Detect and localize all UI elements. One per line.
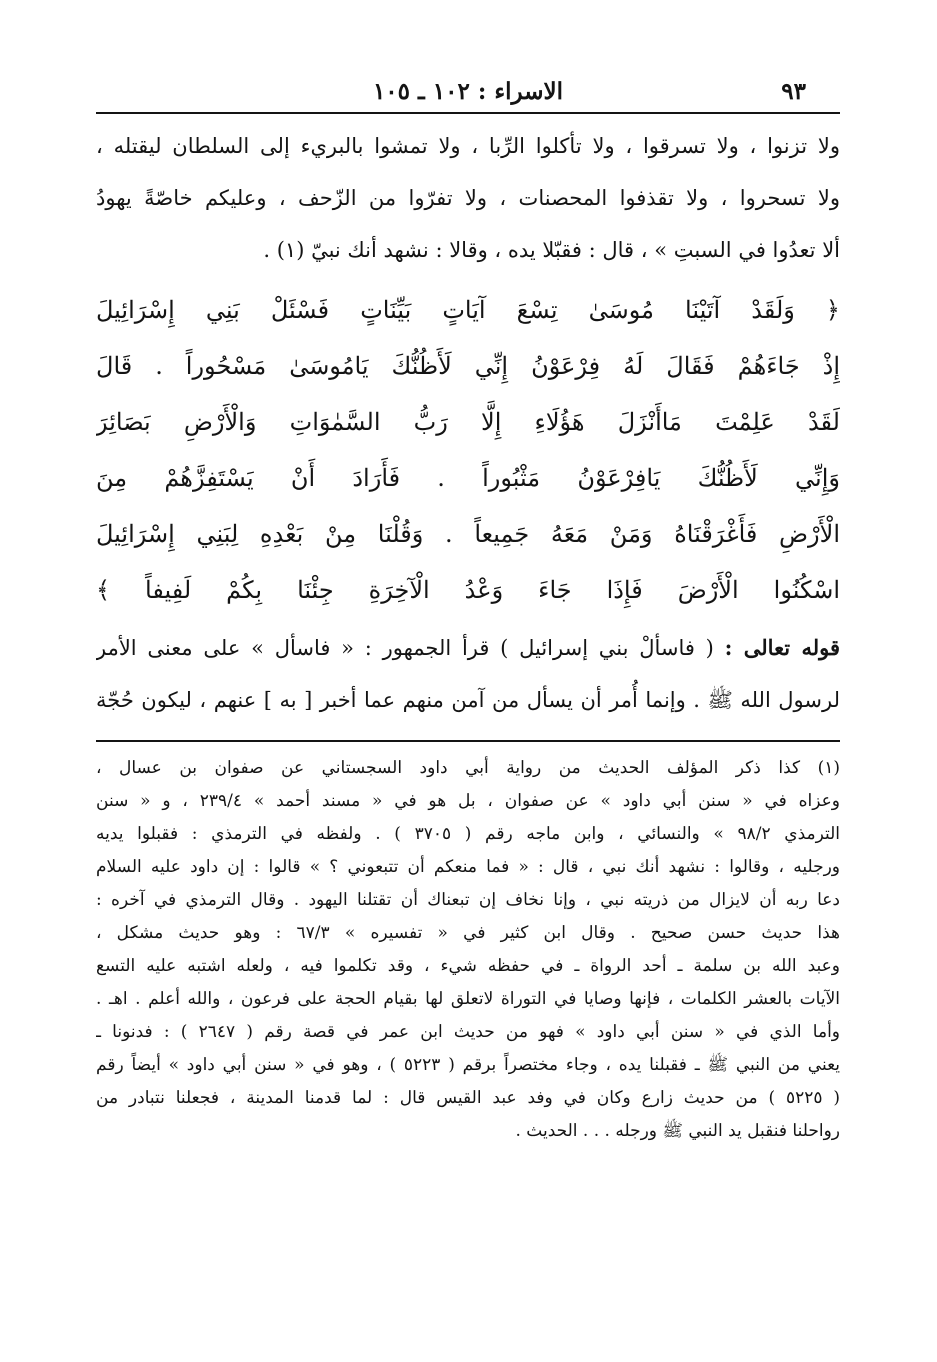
verse-line: الْأَرْضِ فَأَغْرَقْنَاهُ وَمَنْ مَعَهُ جَمِيعاً . وَقُلْنَا مِنْ بَعْدِهِ لِبَنِي إِسْرَائِيلَ [96,520,840,548]
footnote-line: الآيات بالعشر الكلمات ، فإنها وصايا في التوراة لاتعلق لها بقيام الحجة على فرعون ، والله أعلم . اهـ . [96,989,840,1009]
verse-line: ﴿ وَلَقَدْ آتَيْنَا مُوسَىٰ تِسْعَ آيَاتٍ بَيِّنَاتٍ فَسْئَلْ بَنِي إِسْرَائِيلَ [96,296,840,324]
footnote-line: ( ٥٢٢٥ ) من حديث زارع وكان في وفد عبد القيس قال : لما قدمنا المدينة ، فجعلنا نتبادر من [96,1088,840,1108]
verse-line: لَقَدْ عَلِمْتَ مَاأَنْزَلَ هَؤُلَاءِ إِلَّا رَبُّ السَّمٰوَاتِ وَالْأَرْضِ بَصَائِرَ [96,408,840,436]
body-line: ألا تعدُوا في السبتِ » ، قال : فقبّلا يده ، وقالا : نشهد أنك نبيّ (١) . [263,238,840,262]
verse-line: اسْكُنُوا الْأَرْضَ فَإِذَا جَاءَ وَعْدُ الْآخِرَةِ جِئْنَا بِكُمْ لَفِيفاً ﴾ [96,576,840,604]
commentary-text: ( فاسألْ بني إسرائيل ) قرأ الجمهور : « فاسأل » على معنى الأمر [96,636,714,660]
footnote-line: وعزاه في « سنن أبي داود » عن صفوان ، بل هو في « مسند أحمد » ٢٣٩/٤ ، و « سنن [96,791,840,811]
page [96,72,840,1148]
footnote-line: الترمذي ٩٨/٢ » والنسائي ، وابن ماجه رقم ( ٣٧٠٥ ) . ولفظه في الترمذي : فقبلوا يديه [96,824,840,844]
footnote-line: دعا ربه أن لايزال من ذريته نبي ، وإنا نخاف إن تبعناك أن تقتلنا اليهود . وقال الترمذي في آخره : [96,890,840,910]
page-number: ٩٣ [781,78,806,105]
commentary-line [96,622,840,674]
body-text [96,120,840,276]
commentary-line: لرسول الله ﷺ . وإنما أُمر أن يسأل من آمن منهم عما أخبر [ به ] عنهم ، ليكون حُجّة [96,688,840,712]
footnote-line: يعني من النبي ﷺ ـ فقبلنا يده ، وجاء مختصراً برقم ( ٥٢٢٣ ) ، وهو في « سنن أبي داود » أيضاً رقم [96,1055,840,1075]
verse-line: إِذْ جَاءَهُمْ فَقَالَ لَهُ فِرْعَوْنُ إِنِّي لَأَظُنُّكَ يَامُوسَىٰ مَسْحُوراً . قَالَ [96,352,840,380]
body-line: ولا تسحروا ، ولا تقذفوا المحصنات ، ولا تفرّوا من الزّحف ، وعليكم خاصّةً يهودُ [96,186,840,210]
commentary-lead: قوله تعالى : [724,635,840,660]
footnote-line: ورجليه ، وقالوا : نشهد أنك نبي ، قال : « فما منعكم أن تتبعوني ؟ » قالوا : إن داود عليه السلام [96,857,840,877]
footnote-line: هذا حديث حسن صحيح . وقال ابن كثير في « تفسيره » ٦٧/٣ : وهو حديث مشكل ، [96,923,840,943]
page-header [96,72,840,114]
footnote-line: وأما الذي في « سنن أبي داود » فهو من حديث ابن عمر في قصة رقم ( ٢٦٤٧ ) : فدنونا ـ [96,1022,840,1042]
body-line: ولا تزنوا ، ولا تسرقوا ، ولا تأكلوا الرِّبا ، ولا تمشوا بالبريء إلى السلطان ليقتله ، [96,134,840,158]
footnote-divider [96,740,840,742]
footnote-line: وعبد الله بن سلمة ـ أحد الرواة ـ في حفظه شيء ، وقد تكلموا فيه ، ولعله اشتبه عليه التسع [96,956,840,976]
quran-verse [96,282,840,618]
commentary [96,622,840,726]
footnotes [96,752,840,1148]
footnote-line: رواحلنا فنقبل يد النبي ﷺ ورجله . . . الحديث . [515,1121,840,1141]
footnote-line: (١) كذا ذكر المؤلف الحديث من رواية أبي داود السجستاني عن صفوان بن عسال ، [96,758,840,778]
verse-line: وَإِنِّي لَأَظُنُّكَ يَافِرْعَوْنُ مَثْبُوراً . فَأَرَادَ أَنْ يَسْتَفِزَّهُمْ مِنَ [96,464,840,492]
running-title: الاسراء : ١٠٢ ـ ١٠٥ [372,78,564,105]
